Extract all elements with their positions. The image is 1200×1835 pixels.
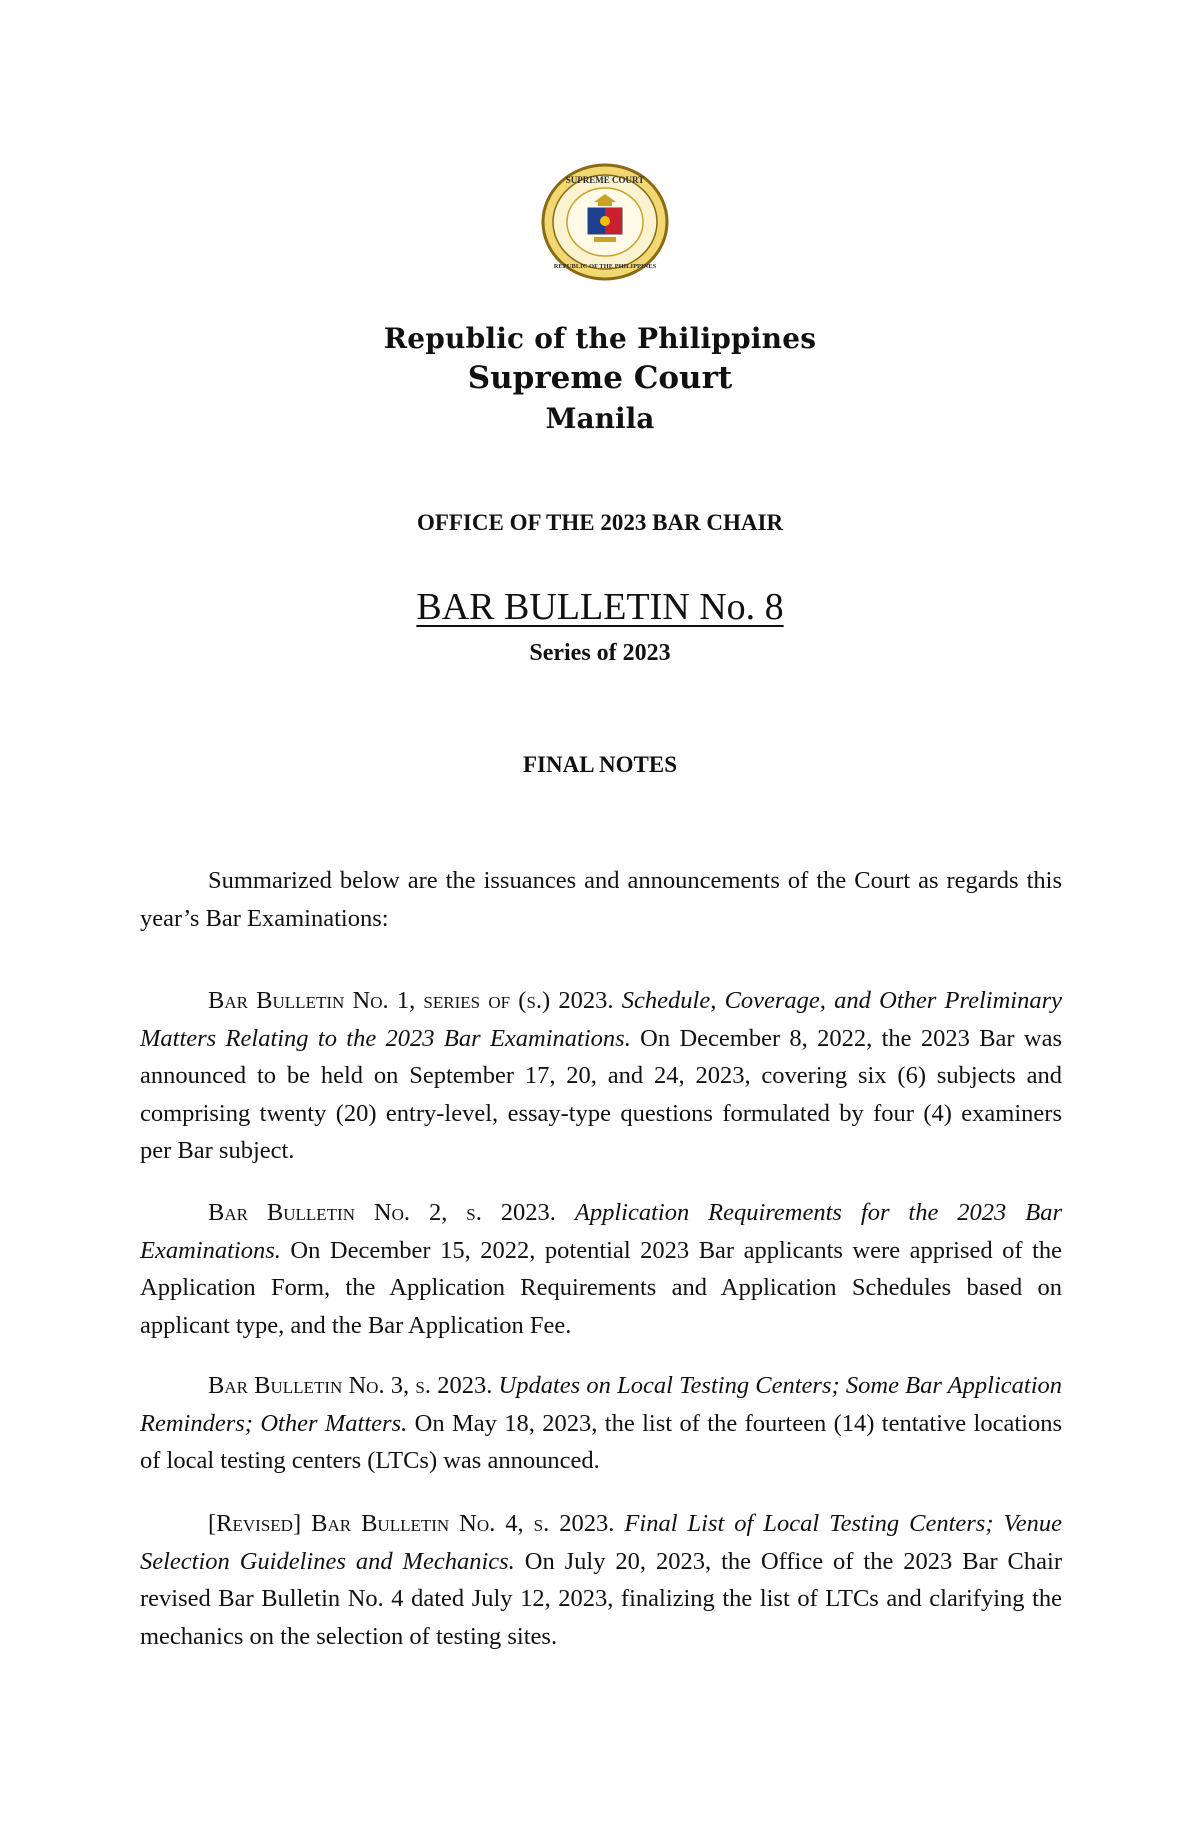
- office-title: OFFICE OF THE 2023 BAR CHAIR: [416, 510, 784, 535]
- bulletin-title: [0, 585, 1200, 629]
- item-reference: Bar Bulletin No. 2, s. 2023.: [208, 1199, 556, 1226]
- supreme-court-seal: [530, 162, 680, 282]
- item-title: Schedule, Coverage, and Other Preliminary Matters Relating to the 2023 Bar Examinations.: [140, 987, 1063, 1052]
- bulletin-item: [140, 982, 1062, 1170]
- city-heading: Manila: [545, 402, 655, 435]
- court-heading: Supreme Court: [467, 360, 733, 396]
- series-label: Series of 2023: [529, 640, 671, 666]
- intro-paragraph: [140, 862, 1062, 937]
- subject-title: FINAL NOTES: [522, 752, 677, 777]
- item-title: Final List of Local Testing Centers; Venue Selection Guidelines and Mechanics.: [140, 1510, 1062, 1575]
- item-reference: Bar Bulletin No. 3, s. 2023.: [208, 1372, 493, 1399]
- republic-heading: Republic of the Philippines: [383, 322, 817, 355]
- item-text: On December 15, 2022, potential 2023 Bar applicants were apprised of the Application Form, the Application Requirements and Application Schedules based on applicant type, and the Bar Application Fee.: [140, 1236, 1063, 1339]
- item-text: On July 20, 2023, the Office of the 2023 Bar Chair revised Bar Bulletin No. 4 dated July 12, 2023, finalizing the list of LTCs and clarifying the mechanics on the selection of testing sites.: [140, 1547, 1062, 1650]
- item-title: Updates on Local Testing Centers; Some Bar Application Reminders; Other Matters.: [140, 1372, 1063, 1437]
- item-reference: [Revised] Bar Bulletin No. 4, s. 2023.: [208, 1510, 615, 1537]
- item-text: On May 18, 2023, the list of the fourteen (14) tentative locations of local testing centers (LTCs) was announced.: [140, 1409, 1062, 1474]
- seal-text-bottom: REPUBLIC OF THE PHILIPPINES: [553, 263, 657, 270]
- bulletin-item: [140, 1505, 1062, 1655]
- bulletin-item: [140, 1367, 1062, 1480]
- seal-text-top: SUPREME COURT: [565, 175, 645, 185]
- item-title: Application Requirements for the 2023 Bar Examinations.: [140, 1199, 1062, 1264]
- seal-graphic: [530, 162, 680, 282]
- item-text: On December 8, 2022, the 2023 Bar was announced to be held on September 17, 20, and 24, 2023, covering six (6) subjects and comprising twenty (20) entry-level, essay-type questions formulated by four (4) examiners per Bar subject.: [140, 1024, 1063, 1164]
- item-reference: Bar Bulletin No. 1, series of (s.) 2023.: [208, 987, 614, 1014]
- intro-text: Summarized below are the issuances and announcements of the Court as regards this year’s Bar Examinations:: [140, 867, 1062, 932]
- bulletin-item: [140, 1194, 1062, 1344]
- bulletin-title-text: BAR BULLETIN No. 8: [416, 586, 784, 628]
